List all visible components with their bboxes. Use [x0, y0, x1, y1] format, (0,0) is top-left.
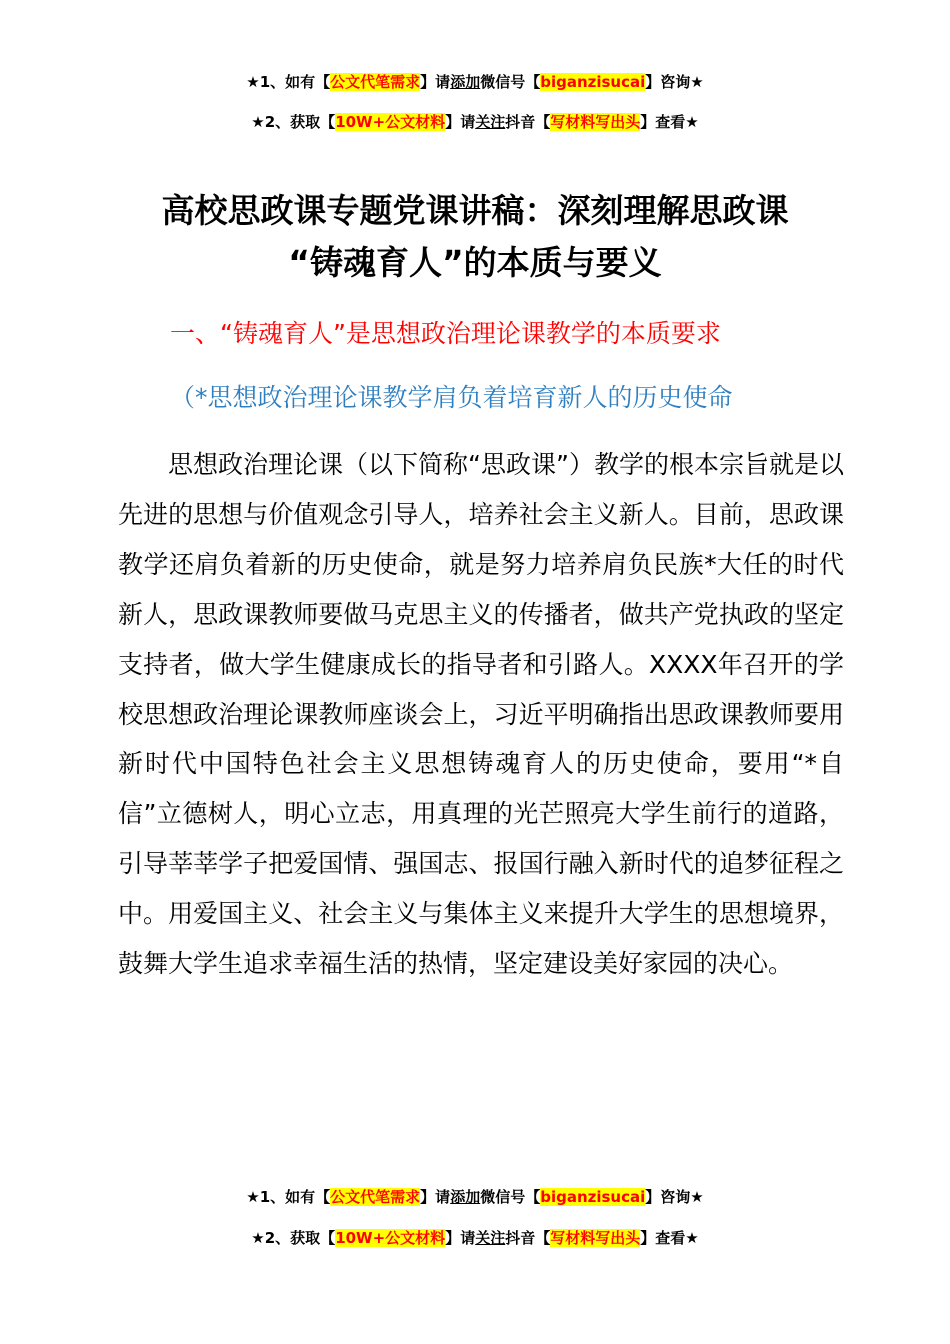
promo-text: 】请	[445, 113, 476, 131]
promo-text: 】请	[420, 1188, 451, 1206]
promo-text: 】请	[420, 73, 451, 91]
promo-prefix: ★1、如有【	[246, 1188, 331, 1206]
promo-text: 抖音【	[505, 1229, 551, 1247]
promo-suffix: 】咨询★	[645, 1188, 704, 1206]
promo-suffix: 】咨询★	[645, 73, 704, 91]
promo-text: 微信号【	[480, 1188, 541, 1206]
promo-highlight-materials: 10W+公文材料	[335, 1229, 446, 1247]
top-promo-line-1	[0, 71, 950, 93]
promo-highlight-service: 公文代笔需求	[330, 73, 421, 91]
promo-suffix: 】查看★	[640, 113, 699, 131]
promo-text: 抖音【	[505, 113, 551, 131]
promo-emphasis: 添加	[450, 1188, 481, 1206]
promo-prefix: ★2、获取【	[251, 1229, 336, 1247]
promo-text: 】请	[445, 1229, 476, 1247]
promo-highlight-service: 公文代笔需求	[330, 1188, 421, 1206]
promo-emphasis: 添加	[450, 73, 481, 91]
bottom-promo-line-2	[0, 1227, 950, 1249]
document-title-line-1: 高校思政课专题党课讲稿：深刻理解思政课	[161, 191, 789, 230]
body-paragraph: 思想政治理论课（以下简称“思政课”）教学的根本宗旨就是以先进的思想与价值观念引导人，培养社会主义新人。目前，思政课教学还肩负着新的历史使命，就是努力培养肩负民族*大任的时代新人，思政课教师要做马克思主义的传播者，做共产党执政的坚定支持者，做大学生健康成长的指导者和引路人。XXXX年召开的学校思想政治理论课教师座谈会上，习近平明确指出思政课教师要用新时代中国特色社会主义思想铸魂育人的历史使命，要用“*自信”立德树人，明心立志，用真理的光芒照亮大学生前行的道路，引导莘莘学子把爱国情、强国志、报国行融入新时代的追梦征程之中。用爱国主义、社会主义与集体主义来提升大学生的思想境界，鼓舞大学生追求幸福生活的热情，坚定建设美好家园的决心。	[118, 450, 844, 979]
section-heading-1: 一、“铸魂育人”是思想政治理论课教学的本质要求	[170, 319, 721, 348]
promo-highlight-wechat-id: biganzisucai	[540, 73, 646, 91]
promo-prefix: ★1、如有【	[246, 73, 331, 91]
promo-highlight-wechat-id: biganzisucai	[540, 1188, 646, 1206]
bottom-promo-line-1	[0, 1186, 950, 1208]
top-promo-line-2	[0, 111, 950, 133]
document-title-line-2: “铸魂育人”的本质与要义	[288, 243, 662, 282]
promo-emphasis: 关注	[475, 1229, 506, 1247]
promo-highlight-douyin-id: 写材料写出头	[550, 113, 641, 131]
promo-text: 微信号【	[480, 73, 541, 91]
promo-highlight-douyin-id: 写材料写出头	[550, 1229, 641, 1247]
promo-highlight-materials: 10W+公文材料	[335, 113, 446, 131]
promo-emphasis: 关注	[475, 113, 506, 131]
section-heading-2: （*思想政治理论课教学肩负着培育新人的历史使命	[170, 383, 733, 412]
promo-suffix: 】查看★	[640, 1229, 699, 1247]
promo-prefix: ★2、获取【	[251, 113, 336, 131]
